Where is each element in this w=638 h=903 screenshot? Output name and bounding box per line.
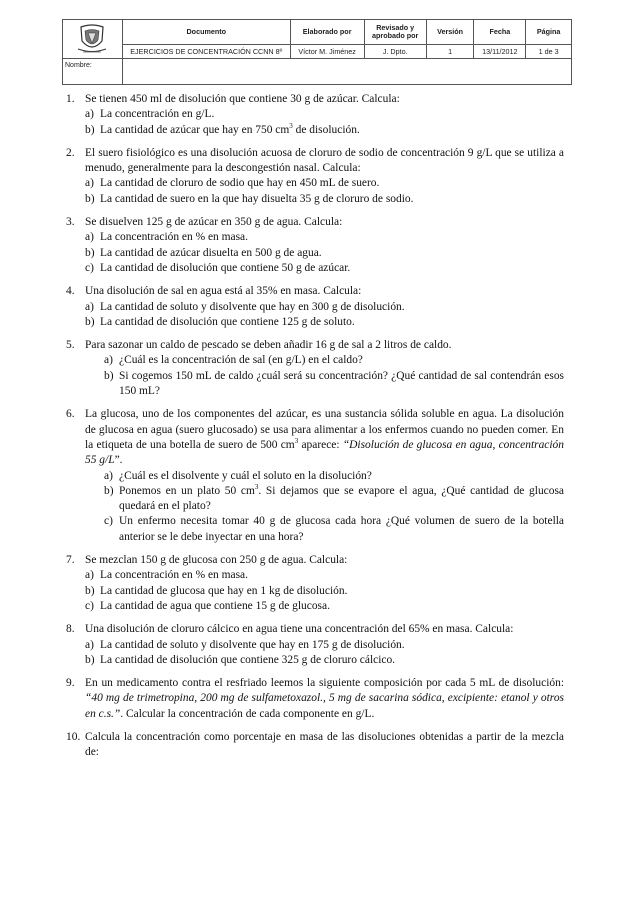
exercise-3 xyxy=(66,215,564,276)
item-letter: a) xyxy=(85,231,94,244)
document-header-table xyxy=(62,19,572,85)
item-text: La cantidad de suero en la que hay disuelta 35 g de cloruro de sodio. xyxy=(100,192,414,205)
exercise-7 xyxy=(66,553,564,614)
item-text: La cantidad de soluto y disolvente que hay en 175 g de disolución. xyxy=(100,638,405,651)
exercise-item xyxy=(85,300,564,315)
value-pagina: 1 de 3 xyxy=(526,45,572,59)
exercise-item xyxy=(104,353,564,368)
item-text: La cantidad de disolución que contiene 325 g de cloruro cálcico. xyxy=(100,653,396,666)
exercise-10 xyxy=(66,730,564,761)
item-text: ¿Cuál es la concentración de sal (en g/L) en el caldo? xyxy=(119,354,363,367)
item-text: La cantidad de disolución que contiene 50 g de azúcar. xyxy=(100,261,351,274)
item-letter: b) xyxy=(85,192,95,205)
exercise-number: 8. xyxy=(66,623,75,636)
item-superscript: 3 xyxy=(254,483,259,492)
item-letter: a) xyxy=(85,569,94,582)
item-text: La cantidad de azúcar que hay en 750 cm xyxy=(100,123,290,136)
statement-superscript: 3 xyxy=(294,437,299,446)
exercise-statement: Calcula la concentración como porcentaje en masa de las disoluciones obtenidas a partir de la mezcla de: xyxy=(85,730,564,759)
item-text: La cantidad de soluto y disolvente que hay en 300 g de disolución. xyxy=(100,300,405,313)
exercise-item xyxy=(85,599,564,614)
item-letter: c) xyxy=(85,599,94,612)
exercise-5 xyxy=(66,338,564,399)
value-fecha: 13/11/2012 xyxy=(474,45,526,59)
exercise-item xyxy=(104,369,564,400)
item-text: La cantidad de glucosa que hay en 1 kg de disolución. xyxy=(100,584,348,597)
value-elaborado: Víctor M. Jiménez xyxy=(290,45,364,59)
label-elaborado: Elaborado por xyxy=(290,20,364,45)
value-revisado: J. Dpto. xyxy=(364,45,426,59)
composition-quote: “40 mg de trimetropina, 200 mg de sulfametoxazol., 5 mg de sacarina sódica, excipiente: etanol y otros en c.s.” xyxy=(85,692,564,720)
item-letter: b) xyxy=(85,123,95,136)
label-documento: Documento xyxy=(122,20,290,45)
item-text: ¿Cuál es el disolvente y cuál el soluto en la disolución? xyxy=(119,469,372,482)
item-letter: a) xyxy=(85,108,94,121)
item-text-after: de disolución. xyxy=(292,123,360,136)
label-revisado: Revisado y aprobado por xyxy=(364,20,426,45)
exercise-statement: Para sazonar un caldo de pescado se deben añadir 16 g de sal a 2 litros de caldo. xyxy=(85,339,452,352)
item-text: La cantidad de agua que contiene 15 g de glucosa. xyxy=(100,599,330,612)
exercise-item xyxy=(85,246,564,261)
item-superscript: 3 xyxy=(289,121,293,130)
exercise-item xyxy=(85,261,564,276)
item-letter: b) xyxy=(85,584,95,597)
exercise-8 xyxy=(66,622,564,668)
item-letter: c) xyxy=(104,515,113,528)
exercise-statement: Se disuelven 125 g de azúcar en 350 g de agua. Calcula: xyxy=(85,216,343,229)
exercise-item xyxy=(85,123,564,138)
exercise-item xyxy=(104,469,564,484)
exercise-item xyxy=(85,638,564,653)
item-letter: c) xyxy=(85,261,94,274)
exercise-number: 2. xyxy=(66,146,75,159)
exercise-statement: La glucosa, uno de los componentes del azúcar, es una sustancia sólida soluble en agua. La disolución de glucosa en agua (suero glucosado) se usa para alimentar a los enfermos cuando no pueden comer. En la etiqueta de una botella de suero de 500 $cm^3$ aparece: “Disolución de glucosa en agua, concentración 55 g/L”. xyxy=(85,408,564,467)
exercise-6 xyxy=(66,407,564,545)
exercise-number: 6. xyxy=(66,408,75,421)
item-letter: a) xyxy=(85,300,94,313)
item-letter: b) xyxy=(104,369,114,382)
exercise-item xyxy=(85,192,564,207)
exercise-item xyxy=(85,315,564,330)
nombre-field[interactable] xyxy=(122,59,571,85)
item-letter: b) xyxy=(85,315,95,328)
label-quote: “Disolución de glucosa en agua, concentración 55 g/L xyxy=(85,438,564,467)
item-letter: a) xyxy=(85,638,94,651)
exercise-number: 4. xyxy=(66,285,75,298)
exercise-item xyxy=(85,230,564,245)
item-letter: b) xyxy=(104,484,114,497)
exercise-1 xyxy=(66,92,564,138)
exercise-item xyxy=(85,107,564,122)
exercise-number: 5. xyxy=(66,339,75,352)
item-text: La cantidad de azúcar disuelta en 500 g de agua. xyxy=(100,246,322,259)
exercise-item xyxy=(85,653,564,668)
exercise-list xyxy=(66,92,564,769)
item-letter: a) xyxy=(104,469,113,482)
item-text: La cantidad de cloruro de sodio que hay en 450 mL de suero. xyxy=(100,177,380,190)
label-version: Versión xyxy=(426,20,474,45)
exercise-statement: El suero fisiológico es una disolución acuosa de cloruro de sodio de concentración 9 g/L que se utiliza a menudo, generalmente para la descongestión nasal. Calcula: xyxy=(85,146,564,175)
exercise-item xyxy=(104,484,564,515)
exercise-9 xyxy=(66,676,564,722)
item-letter: a) xyxy=(85,177,94,190)
exercise-number: 10. xyxy=(66,730,81,743)
label-fecha: Fecha xyxy=(474,20,526,45)
item-text: La concentración en % en masa. xyxy=(100,569,248,582)
exercise-statement: Una disolución de sal en agua está al 35% en masa. Calcula: xyxy=(85,285,362,298)
exercise-2 xyxy=(66,146,564,207)
exercise-item xyxy=(85,568,564,583)
item-letter: a) xyxy=(104,354,113,367)
nombre-label: Nombre: xyxy=(63,59,123,85)
item-text-after: . Si dejamos que se evapore el agua, ¿Qué cantidad de glucosa quedará en el plato? xyxy=(119,484,564,513)
exercise-number: 1. xyxy=(66,93,75,105)
exercise-statement: Se mezclan 150 g de glucosa con 250 g de agua. Calcula: xyxy=(85,554,348,567)
exercise-statement: Una disolución de cloruro cálcico en agua tiene una concentración del 65% en masa. Calcula: xyxy=(85,623,514,636)
exercise-statement: En un medicamento contra el resfriado leemos la siguiente composición por cada 5 mL de disolución: “40 mg de trimetropina, 200 mg de sulfametoxazol., 5 mg de sacarina sódica, excipiente: etanol y otros en c.s.”. Calcular la concentración de cada componente en g/L. xyxy=(85,677,564,720)
value-version: 1 xyxy=(426,45,474,59)
item-text: La cantidad de disolución que contiene 125 g de soluto. xyxy=(100,315,355,328)
value-documento: EJERCICIOS DE CONCENTRACIÓN CCNN 8º xyxy=(122,45,290,59)
label-pagina: Página xyxy=(526,20,572,45)
exercise-number: 3. xyxy=(66,216,75,229)
item-letter: b) xyxy=(85,246,95,259)
school-crest-icon xyxy=(75,23,109,55)
exercise-item xyxy=(104,514,564,545)
exercise-number: 7. xyxy=(66,554,75,567)
item-letter: b) xyxy=(85,653,95,666)
exercise-number: 9. xyxy=(66,677,75,690)
exercise-4 xyxy=(66,284,564,330)
item-text: Si cogemos 150 mL de caldo ¿cuál será su concentración? ¿Qué cantidad de sal contendrán esos 150 mL? xyxy=(119,369,564,398)
exercise-statement: Se tienen 450 ml de disolución que contiene 30 g de azúcar. Calcula: xyxy=(85,93,400,105)
item-text: La concentración en % en masa. xyxy=(100,231,248,244)
exercise-item xyxy=(85,584,564,599)
item-text: La concentración en g/L. xyxy=(100,108,215,121)
item-text: Un enfermo necesita tomar 40 g de glucosa cada hora ¿Qué volumen de suero de la botella anterior se le debe inyectar en una hora? xyxy=(119,515,564,543)
item-text: Ponemos en un plato 50 cm xyxy=(119,484,255,497)
logo-cell xyxy=(63,20,123,59)
exercise-item xyxy=(85,176,564,191)
